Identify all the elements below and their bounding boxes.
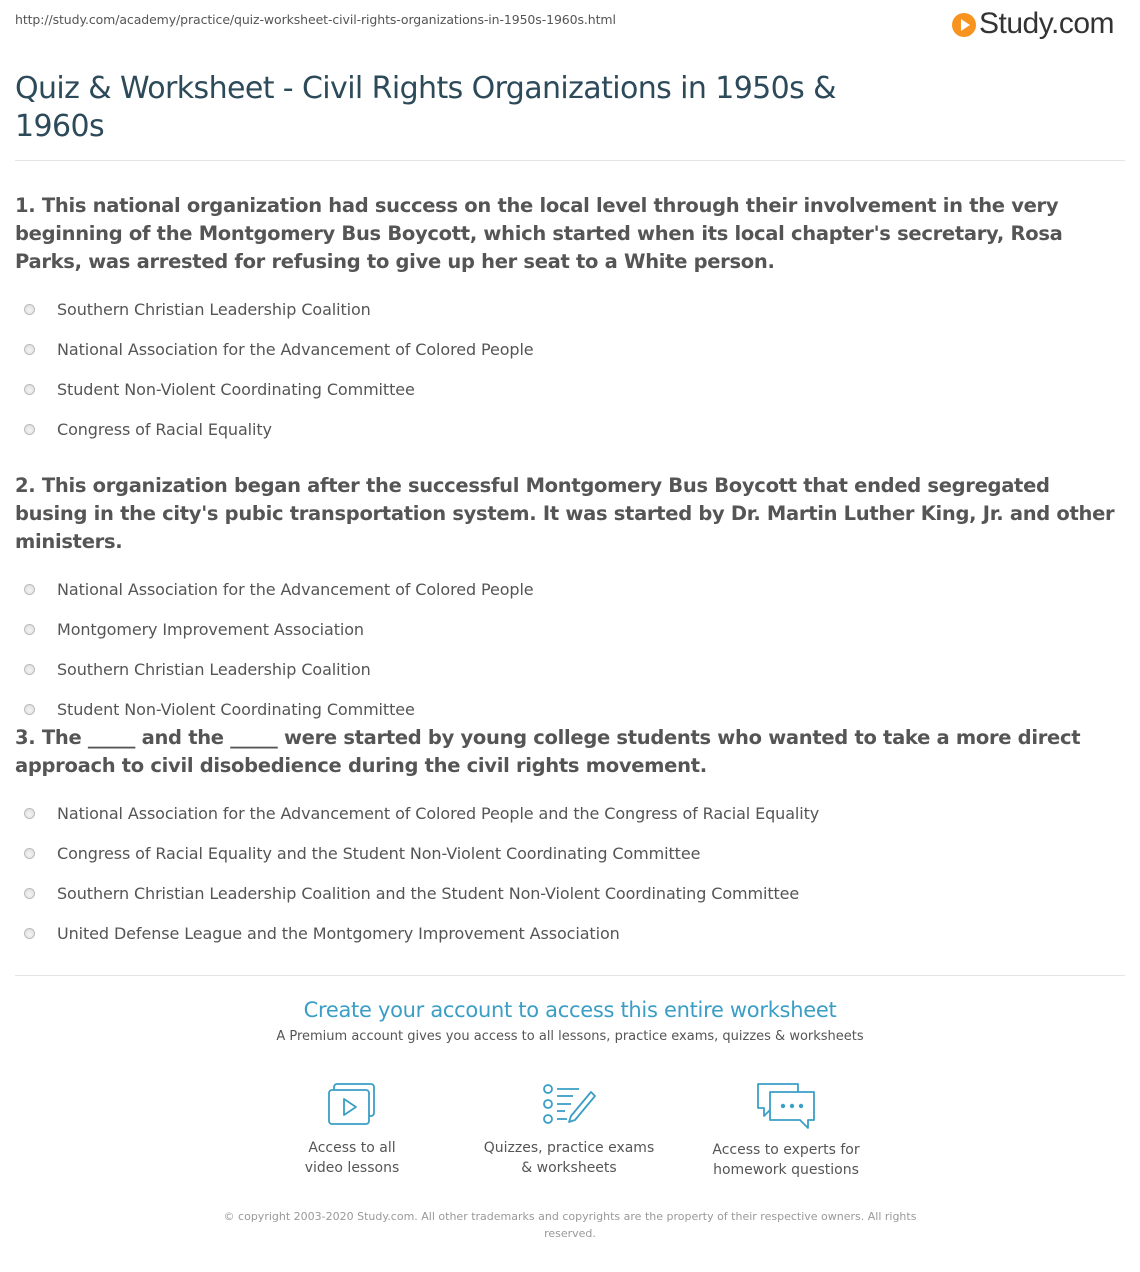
create-account-link[interactable]: Create your account to access this entire worksheet bbox=[303, 998, 837, 1022]
answer-option[interactable] bbox=[15, 913, 1125, 953]
question-text: 1. This national organization had success on the local level through their involvement in the very beginning of the Montgomery Bus Boycott, which started when its local chapter's secretary, Rosa Parks, was arrested for refusing to give up her seat to a White person. bbox=[15, 194, 1063, 273]
answer-option[interactable] bbox=[15, 793, 1125, 833]
feature-quizzes bbox=[469, 1080, 669, 1178]
answer-label: Montgomery Improvement Association bbox=[57, 619, 364, 639]
answer-label: United Defense League and the Montgomery Improvement Association bbox=[57, 923, 620, 943]
radio-button[interactable] bbox=[24, 808, 35, 819]
answer-label: National Association for the Advancement of Colored People and the Congress of Racial Equality bbox=[57, 803, 820, 823]
question-1 bbox=[15, 192, 1125, 449]
video-lessons-icon bbox=[326, 1080, 378, 1128]
answer-option[interactable] bbox=[15, 329, 1125, 369]
feature-video-lessons bbox=[252, 1080, 452, 1178]
chat-bubbles-icon bbox=[754, 1080, 818, 1130]
answer-option[interactable] bbox=[15, 569, 1125, 609]
radio-button[interactable] bbox=[24, 384, 35, 395]
title-divider bbox=[15, 160, 1125, 161]
copyright-notice: © copyright 2003-2020 Study.com. All other trademarks and copyrights are the property of their respective owners. All rights reserved. bbox=[223, 1210, 917, 1240]
answer-option[interactable] bbox=[15, 409, 1125, 449]
answer-label: Southern Christian Leadership Coalition bbox=[57, 659, 371, 679]
answer-options bbox=[15, 793, 1125, 953]
answer-option[interactable] bbox=[15, 289, 1125, 329]
answer-label: National Association for the Advancement of Colored People bbox=[57, 339, 534, 359]
premium-description: A Premium account gives you access to all lessons, practice exams, quizzes & worksheets bbox=[276, 1029, 864, 1044]
radio-button[interactable] bbox=[24, 424, 35, 435]
answer-label: Student Non-Violent Coordinating Committee bbox=[57, 379, 415, 399]
radio-button[interactable] bbox=[24, 928, 35, 939]
answer-option[interactable] bbox=[15, 649, 1125, 689]
play-circle-icon bbox=[952, 13, 976, 37]
answer-label: National Association for the Advancement of Colored People bbox=[57, 579, 534, 599]
question-text: 2. This organization began after the successful Montgomery Bus Boycott that ended segregated busing in the city's pubic transportation system. It was started by Dr. Martin Luther King, Jr. and other ministers. bbox=[15, 474, 1115, 553]
radio-button[interactable] bbox=[24, 888, 35, 899]
quiz-checklist-icon bbox=[541, 1080, 597, 1128]
radio-button[interactable] bbox=[24, 704, 35, 715]
answer-options bbox=[15, 289, 1125, 449]
answer-label: Southern Christian Leadership Coalition bbox=[57, 299, 371, 319]
answer-option[interactable] bbox=[15, 689, 1125, 729]
feature-experts bbox=[686, 1080, 886, 1180]
radio-button[interactable] bbox=[24, 664, 35, 675]
question-text: 3. The _____ and the _____ were started by young college students who wanted to take a more direct approach to civil disobedience during the civil rights movement. bbox=[15, 726, 1081, 777]
answer-option[interactable] bbox=[15, 873, 1125, 913]
answer-option[interactable] bbox=[15, 609, 1125, 649]
answer-option[interactable] bbox=[15, 369, 1125, 409]
answer-label: Southern Christian Leadership Coalition and the Student Non-Violent Coordinating Committee bbox=[57, 883, 800, 903]
answer-label: Congress of Racial Equality and the Student Non-Violent Coordinating Committee bbox=[57, 843, 701, 863]
radio-button[interactable] bbox=[24, 304, 35, 315]
answer-options bbox=[15, 569, 1125, 729]
radio-button[interactable] bbox=[24, 584, 35, 595]
page-url[interactable]: http://study.com/academy/practice/quiz-worksheet-civil-rights-organizations-in-1950s-1960s.html bbox=[15, 12, 616, 27]
header bbox=[0, 0, 1140, 60]
logo-text: Study.com bbox=[979, 7, 1114, 40]
feature-label: Quizzes, practice exams & worksheets bbox=[483, 1140, 655, 1176]
radio-button[interactable] bbox=[24, 624, 35, 635]
radio-button[interactable] bbox=[24, 848, 35, 859]
answer-label: Student Non-Violent Coordinating Committee bbox=[57, 699, 415, 719]
radio-button[interactable] bbox=[24, 344, 35, 355]
feature-label: Access to all video lessons bbox=[304, 1140, 400, 1176]
question-2 bbox=[15, 472, 1125, 729]
answer-label: Congress of Racial Equality bbox=[57, 419, 272, 439]
section-divider bbox=[15, 975, 1125, 976]
study-logo[interactable] bbox=[952, 6, 1114, 42]
question-3 bbox=[15, 724, 1125, 953]
answer-option[interactable] bbox=[15, 833, 1125, 873]
page-title: Quiz & Worksheet - Civil Rights Organizations in 1950s & 1960s bbox=[15, 71, 836, 144]
feature-label: Access to experts for homework questions bbox=[712, 1142, 860, 1178]
